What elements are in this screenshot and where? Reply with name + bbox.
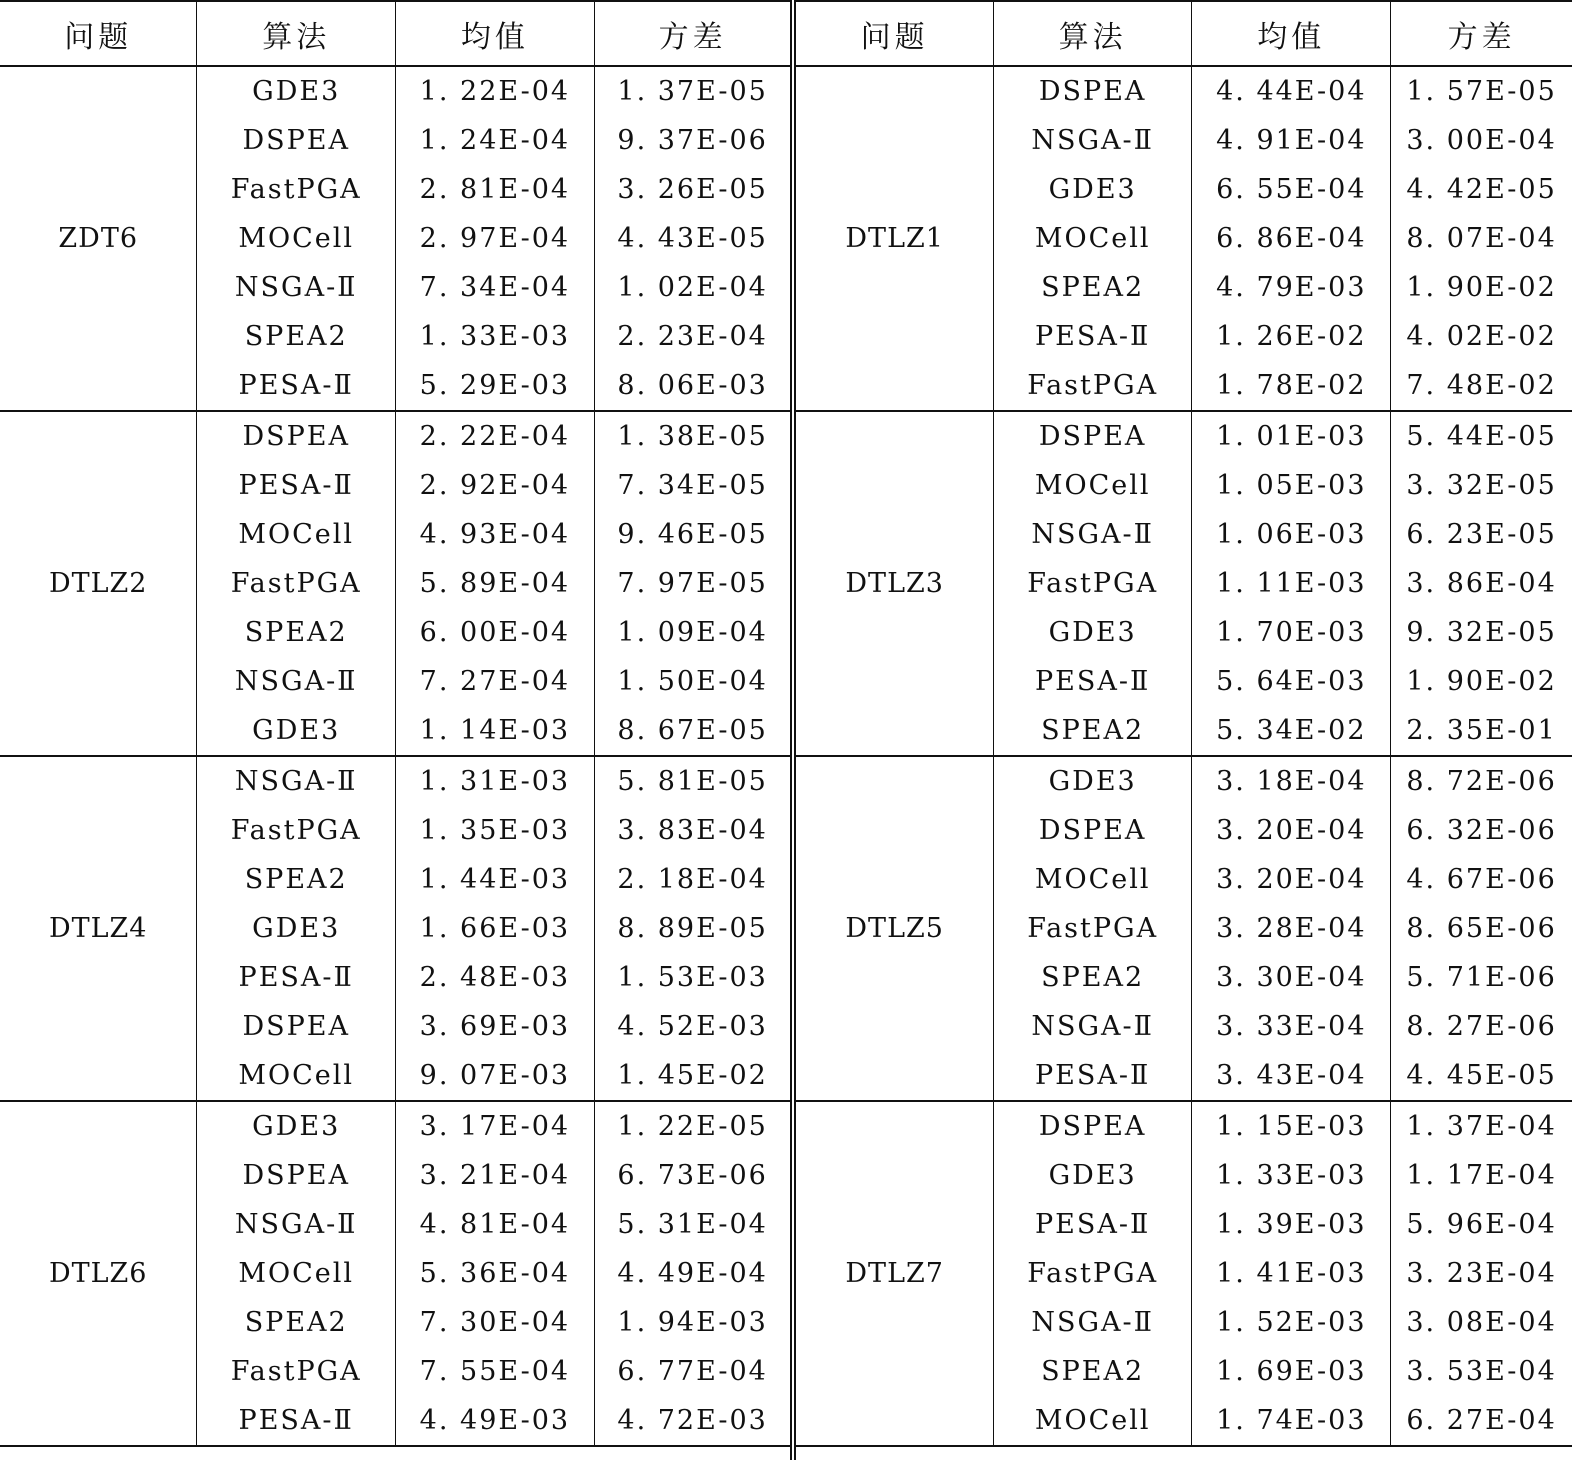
mean-cell: 1. 05E-03 bbox=[1192, 461, 1391, 510]
variance-cell: 1. 90E-02 bbox=[1406, 272, 1557, 303]
variance-cell: 8. 72E-06 bbox=[1391, 756, 1572, 806]
table-row bbox=[0, 411, 790, 461]
mean-cell: 4. 49E-03 bbox=[396, 1396, 595, 1446]
variance-cell: 3. 32E-05 bbox=[1406, 470, 1557, 501]
algorithm-cell: SPEA2 bbox=[993, 263, 1192, 312]
header-algorithm: 算法 bbox=[197, 1, 396, 66]
mean-cell: 1. 22E-04 bbox=[396, 66, 595, 116]
mean-cell: 7. 27E-04 bbox=[396, 657, 595, 706]
variance-cell: 3. 26E-05 bbox=[617, 174, 768, 205]
variance-cell: 3. 53E-04 bbox=[1406, 1356, 1557, 1387]
mean-cell: 1. 14E-03 bbox=[396, 706, 595, 756]
variance-cell: 1. 45E-02 bbox=[594, 1051, 790, 1101]
table-row bbox=[0, 66, 790, 116]
mean-cell: 3. 33E-04 bbox=[1192, 1002, 1391, 1051]
mean-cell: 3. 30E-04 bbox=[1192, 953, 1391, 1002]
algorithm-cell: PESA-Ⅱ bbox=[993, 657, 1192, 706]
header-mean: 均值 bbox=[1192, 1, 1391, 66]
algorithm-cell: FastPGA bbox=[197, 559, 396, 608]
variance-cell: 5. 81E-05 bbox=[594, 756, 790, 806]
mean-cell: 5. 64E-03 bbox=[1192, 657, 1391, 706]
variance-cell: 9. 37E-06 bbox=[617, 125, 768, 156]
mean-cell: 3. 69E-03 bbox=[396, 1002, 595, 1051]
variance-cell: 3. 08E-04 bbox=[1406, 1307, 1557, 1338]
header-mean: 均值 bbox=[396, 1, 595, 66]
header-row bbox=[0, 1, 790, 66]
algorithm-cell: PESA-Ⅱ bbox=[197, 953, 396, 1002]
mean-cell: 1. 52E-03 bbox=[1192, 1298, 1391, 1347]
mean-cell: 1. 66E-03 bbox=[396, 904, 595, 953]
algorithm-cell: MOCell bbox=[993, 1396, 1192, 1446]
variance-cell: 5. 96E-04 bbox=[1406, 1209, 1557, 1240]
variance-cell: 1. 37E-05 bbox=[617, 76, 768, 107]
header-variance: 方差 bbox=[1391, 1, 1572, 66]
algorithm-cell: DSPEA bbox=[197, 411, 396, 461]
mean-cell: 3. 18E-04 bbox=[1192, 756, 1391, 806]
algorithm-cell: GDE3 bbox=[993, 1151, 1192, 1200]
algorithm-cell: PESA-Ⅱ bbox=[197, 461, 396, 510]
variance-cell: 7. 48E-02 bbox=[1391, 361, 1572, 411]
variance-cell: 8. 07E-04 bbox=[1406, 223, 1557, 254]
algorithm-cell: MOCell bbox=[197, 510, 396, 559]
algorithm-cell: FastPGA bbox=[993, 361, 1192, 411]
variance-cell: 5. 71E-06 bbox=[1406, 962, 1557, 993]
problem-cell: DTLZ7 bbox=[796, 1101, 993, 1446]
header-problem: 问题 bbox=[796, 1, 993, 66]
mean-cell: 3. 28E-04 bbox=[1192, 904, 1391, 953]
variance-cell: 6. 73E-06 bbox=[617, 1160, 768, 1191]
variance-cell: 4. 49E-04 bbox=[617, 1258, 768, 1289]
algorithm-cell: NSGA-Ⅱ bbox=[993, 116, 1192, 165]
variance-cell: 7. 97E-05 bbox=[617, 568, 768, 599]
mean-cell: 1. 74E-03 bbox=[1192, 1396, 1391, 1446]
algorithm-cell: FastPGA bbox=[993, 1249, 1192, 1298]
algorithm-cell: DSPEA bbox=[993, 1101, 1192, 1151]
problem-cell: ZDT6 bbox=[0, 66, 197, 411]
variance-cell: 5. 44E-05 bbox=[1391, 411, 1572, 461]
mean-cell: 1. 01E-03 bbox=[1192, 411, 1391, 461]
algorithm-cell: MOCell bbox=[993, 855, 1192, 904]
header-problem: 问题 bbox=[0, 1, 197, 66]
mean-cell: 4. 79E-03 bbox=[1192, 263, 1391, 312]
variance-cell: 6. 27E-04 bbox=[1391, 1396, 1572, 1446]
variance-cell: 9. 32E-05 bbox=[1406, 617, 1557, 648]
algorithm-cell: SPEA2 bbox=[197, 855, 396, 904]
header-algorithm: 算法 bbox=[993, 1, 1192, 66]
algorithm-cell: NSGA-Ⅱ bbox=[197, 657, 396, 706]
algorithm-cell: NSGA-Ⅱ bbox=[993, 510, 1192, 559]
mean-cell: 4. 93E-04 bbox=[396, 510, 595, 559]
algorithm-cell: DSPEA bbox=[197, 1151, 396, 1200]
mean-cell: 1. 31E-03 bbox=[396, 756, 595, 806]
mean-cell: 1. 69E-03 bbox=[1192, 1347, 1391, 1396]
variance-cell: 1. 38E-05 bbox=[594, 411, 790, 461]
variance-cell: 1. 09E-04 bbox=[617, 617, 768, 648]
algorithm-cell: MOCell bbox=[197, 1249, 396, 1298]
mean-cell: 5. 89E-04 bbox=[396, 559, 595, 608]
problem-cell: DTLZ1 bbox=[796, 66, 993, 411]
algorithm-cell: DSPEA bbox=[197, 116, 396, 165]
algorithm-cell: NSGA-Ⅱ bbox=[993, 1298, 1192, 1347]
mean-cell: 1. 39E-03 bbox=[1192, 1200, 1391, 1249]
algorithm-cell: NSGA-Ⅱ bbox=[197, 1200, 396, 1249]
variance-cell: 4. 02E-02 bbox=[1406, 321, 1557, 352]
algorithm-cell: GDE3 bbox=[197, 1101, 396, 1151]
mean-cell: 1. 06E-03 bbox=[1192, 510, 1391, 559]
mean-cell: 7. 30E-04 bbox=[396, 1298, 595, 1347]
problem-cell: DTLZ5 bbox=[796, 756, 993, 1101]
algorithm-cell: NSGA-Ⅱ bbox=[993, 1002, 1192, 1051]
variance-cell: 3. 00E-04 bbox=[1406, 125, 1557, 156]
mean-cell: 7. 55E-04 bbox=[396, 1347, 595, 1396]
variance-cell: 3. 86E-04 bbox=[1406, 568, 1557, 599]
mean-cell: 1. 35E-03 bbox=[396, 806, 595, 855]
mean-cell: 3. 20E-04 bbox=[1192, 855, 1391, 904]
table-row bbox=[0, 1101, 790, 1151]
variance-cell: 8. 27E-06 bbox=[1406, 1011, 1557, 1042]
algorithm-cell: FastPGA bbox=[197, 806, 396, 855]
mean-cell: 3. 21E-04 bbox=[396, 1151, 595, 1200]
algorithm-cell: FastPGA bbox=[993, 904, 1192, 953]
table-row bbox=[796, 756, 1572, 806]
algorithm-cell: GDE3 bbox=[197, 706, 396, 756]
algorithm-cell: NSGA-Ⅱ bbox=[197, 263, 396, 312]
algorithm-cell: MOCell bbox=[993, 214, 1192, 263]
algorithm-cell: DSPEA bbox=[197, 1002, 396, 1051]
variance-cell: 1. 22E-05 bbox=[594, 1101, 790, 1151]
variance-cell: 6. 77E-04 bbox=[617, 1356, 768, 1387]
variance-cell: 3. 23E-04 bbox=[1406, 1258, 1557, 1289]
mean-cell: 5. 29E-03 bbox=[396, 361, 595, 411]
mean-cell: 4. 81E-04 bbox=[396, 1200, 595, 1249]
problem-cell: DTLZ4 bbox=[0, 756, 197, 1101]
mean-cell: 4. 44E-04 bbox=[1192, 66, 1391, 116]
mean-cell: 5. 34E-02 bbox=[1192, 706, 1391, 756]
mean-cell: 1. 44E-03 bbox=[396, 855, 595, 904]
table-row bbox=[796, 66, 1572, 116]
mean-cell: 1. 41E-03 bbox=[1192, 1249, 1391, 1298]
variance-cell: 1. 02E-04 bbox=[617, 272, 768, 303]
algorithm-cell: FastPGA bbox=[993, 559, 1192, 608]
mean-cell: 1. 78E-02 bbox=[1192, 361, 1391, 411]
algorithm-cell: SPEA2 bbox=[197, 608, 396, 657]
results-table-right bbox=[796, 0, 1572, 1447]
mean-cell: 2. 22E-04 bbox=[396, 411, 595, 461]
variance-cell: 5. 31E-04 bbox=[617, 1209, 768, 1240]
variance-cell: 8. 65E-06 bbox=[1406, 913, 1557, 944]
algorithm-cell: FastPGA bbox=[197, 1347, 396, 1396]
variance-cell: 6. 32E-06 bbox=[1406, 815, 1557, 846]
mean-cell: 4. 91E-04 bbox=[1192, 116, 1391, 165]
algorithm-cell: SPEA2 bbox=[993, 1347, 1192, 1396]
mean-cell: 1. 15E-03 bbox=[1192, 1101, 1391, 1151]
mean-cell: 2. 92E-04 bbox=[396, 461, 595, 510]
mean-cell: 2. 97E-04 bbox=[396, 214, 595, 263]
variance-cell: 7. 34E-05 bbox=[617, 470, 768, 501]
algorithm-cell: PESA-Ⅱ bbox=[993, 1051, 1192, 1101]
mean-cell: 3. 17E-04 bbox=[396, 1101, 595, 1151]
variance-cell: 8. 06E-03 bbox=[594, 361, 790, 411]
algorithm-cell: MOCell bbox=[197, 214, 396, 263]
mean-cell: 2. 48E-03 bbox=[396, 953, 595, 1002]
mean-cell: 1. 33E-03 bbox=[396, 312, 595, 361]
mean-cell: 1. 33E-03 bbox=[1192, 1151, 1391, 1200]
problem-cell: DTLZ3 bbox=[796, 411, 993, 756]
algorithm-cell: PESA-Ⅱ bbox=[197, 1396, 396, 1446]
table-row bbox=[796, 1101, 1572, 1151]
variance-cell: 9. 46E-05 bbox=[617, 519, 768, 550]
mean-cell: 3. 20E-04 bbox=[1192, 806, 1391, 855]
variance-cell: 2. 18E-04 bbox=[617, 864, 768, 895]
algorithm-cell: PESA-Ⅱ bbox=[993, 1200, 1192, 1249]
mean-cell: 6. 86E-04 bbox=[1192, 214, 1391, 263]
variance-cell: 4. 43E-05 bbox=[617, 223, 768, 254]
algorithm-cell: DSPEA bbox=[993, 66, 1192, 116]
variance-cell: 4. 42E-05 bbox=[1406, 174, 1557, 205]
algorithm-cell: SPEA2 bbox=[197, 312, 396, 361]
algorithm-cell: DSPEA bbox=[993, 411, 1192, 461]
algorithm-cell: GDE3 bbox=[993, 756, 1192, 806]
variance-cell: 4. 67E-06 bbox=[1406, 864, 1557, 895]
variance-cell: 4. 72E-03 bbox=[594, 1396, 790, 1446]
algorithm-cell: GDE3 bbox=[197, 66, 396, 116]
mean-cell: 6. 00E-04 bbox=[396, 608, 595, 657]
table-row bbox=[796, 411, 1572, 461]
algorithm-cell: DSPEA bbox=[993, 806, 1192, 855]
results-table-left bbox=[0, 0, 790, 1447]
variance-cell: 1. 17E-04 bbox=[1406, 1160, 1557, 1191]
variance-cell: 1. 94E-03 bbox=[617, 1307, 768, 1338]
algorithm-cell: SPEA2 bbox=[197, 1298, 396, 1347]
mean-cell: 2. 81E-04 bbox=[396, 165, 595, 214]
variance-cell: 8. 89E-05 bbox=[617, 913, 768, 944]
algorithm-cell: GDE3 bbox=[197, 904, 396, 953]
algorithm-cell: FastPGA bbox=[197, 165, 396, 214]
mean-cell: 3. 43E-04 bbox=[1192, 1051, 1391, 1101]
variance-cell: 3. 83E-04 bbox=[617, 815, 768, 846]
mean-cell: 1. 26E-02 bbox=[1192, 312, 1391, 361]
algorithm-cell: MOCell bbox=[993, 461, 1192, 510]
variance-cell: 1. 90E-02 bbox=[1406, 666, 1557, 697]
mean-cell: 1. 24E-04 bbox=[396, 116, 595, 165]
problem-cell: DTLZ6 bbox=[0, 1101, 197, 1446]
mean-cell: 1. 11E-03 bbox=[1192, 559, 1391, 608]
variance-cell: 4. 45E-05 bbox=[1391, 1051, 1572, 1101]
algorithm-cell: SPEA2 bbox=[993, 706, 1192, 756]
variance-cell: 6. 23E-05 bbox=[1406, 519, 1557, 550]
variance-cell: 1. 37E-04 bbox=[1391, 1101, 1572, 1151]
algorithm-cell: SPEA2 bbox=[993, 953, 1192, 1002]
mean-cell: 6. 55E-04 bbox=[1192, 165, 1391, 214]
mean-cell: 1. 70E-03 bbox=[1192, 608, 1391, 657]
algorithm-cell: NSGA-Ⅱ bbox=[197, 756, 396, 806]
header-variance: 方差 bbox=[594, 1, 790, 66]
variance-cell: 8. 67E-05 bbox=[594, 706, 790, 756]
table-row bbox=[0, 756, 790, 806]
mean-cell: 5. 36E-04 bbox=[396, 1249, 595, 1298]
variance-cell: 2. 35E-01 bbox=[1391, 706, 1572, 756]
algorithm-cell: PESA-Ⅱ bbox=[197, 361, 396, 411]
mean-cell: 7. 34E-04 bbox=[396, 263, 595, 312]
algorithm-cell: GDE3 bbox=[993, 608, 1192, 657]
variance-cell: 1. 50E-04 bbox=[617, 666, 768, 697]
problem-cell: DTLZ2 bbox=[0, 411, 197, 756]
algorithm-cell: MOCell bbox=[197, 1051, 396, 1101]
variance-cell: 1. 53E-03 bbox=[617, 962, 768, 993]
header-row bbox=[796, 1, 1572, 66]
variance-cell: 4. 52E-03 bbox=[617, 1011, 768, 1042]
variance-cell: 1. 57E-05 bbox=[1406, 76, 1557, 107]
variance-cell: 2. 23E-04 bbox=[617, 321, 768, 352]
mean-cell: 9. 07E-03 bbox=[396, 1051, 595, 1101]
algorithm-cell: PESA-Ⅱ bbox=[993, 312, 1192, 361]
algorithm-cell: GDE3 bbox=[993, 165, 1192, 214]
